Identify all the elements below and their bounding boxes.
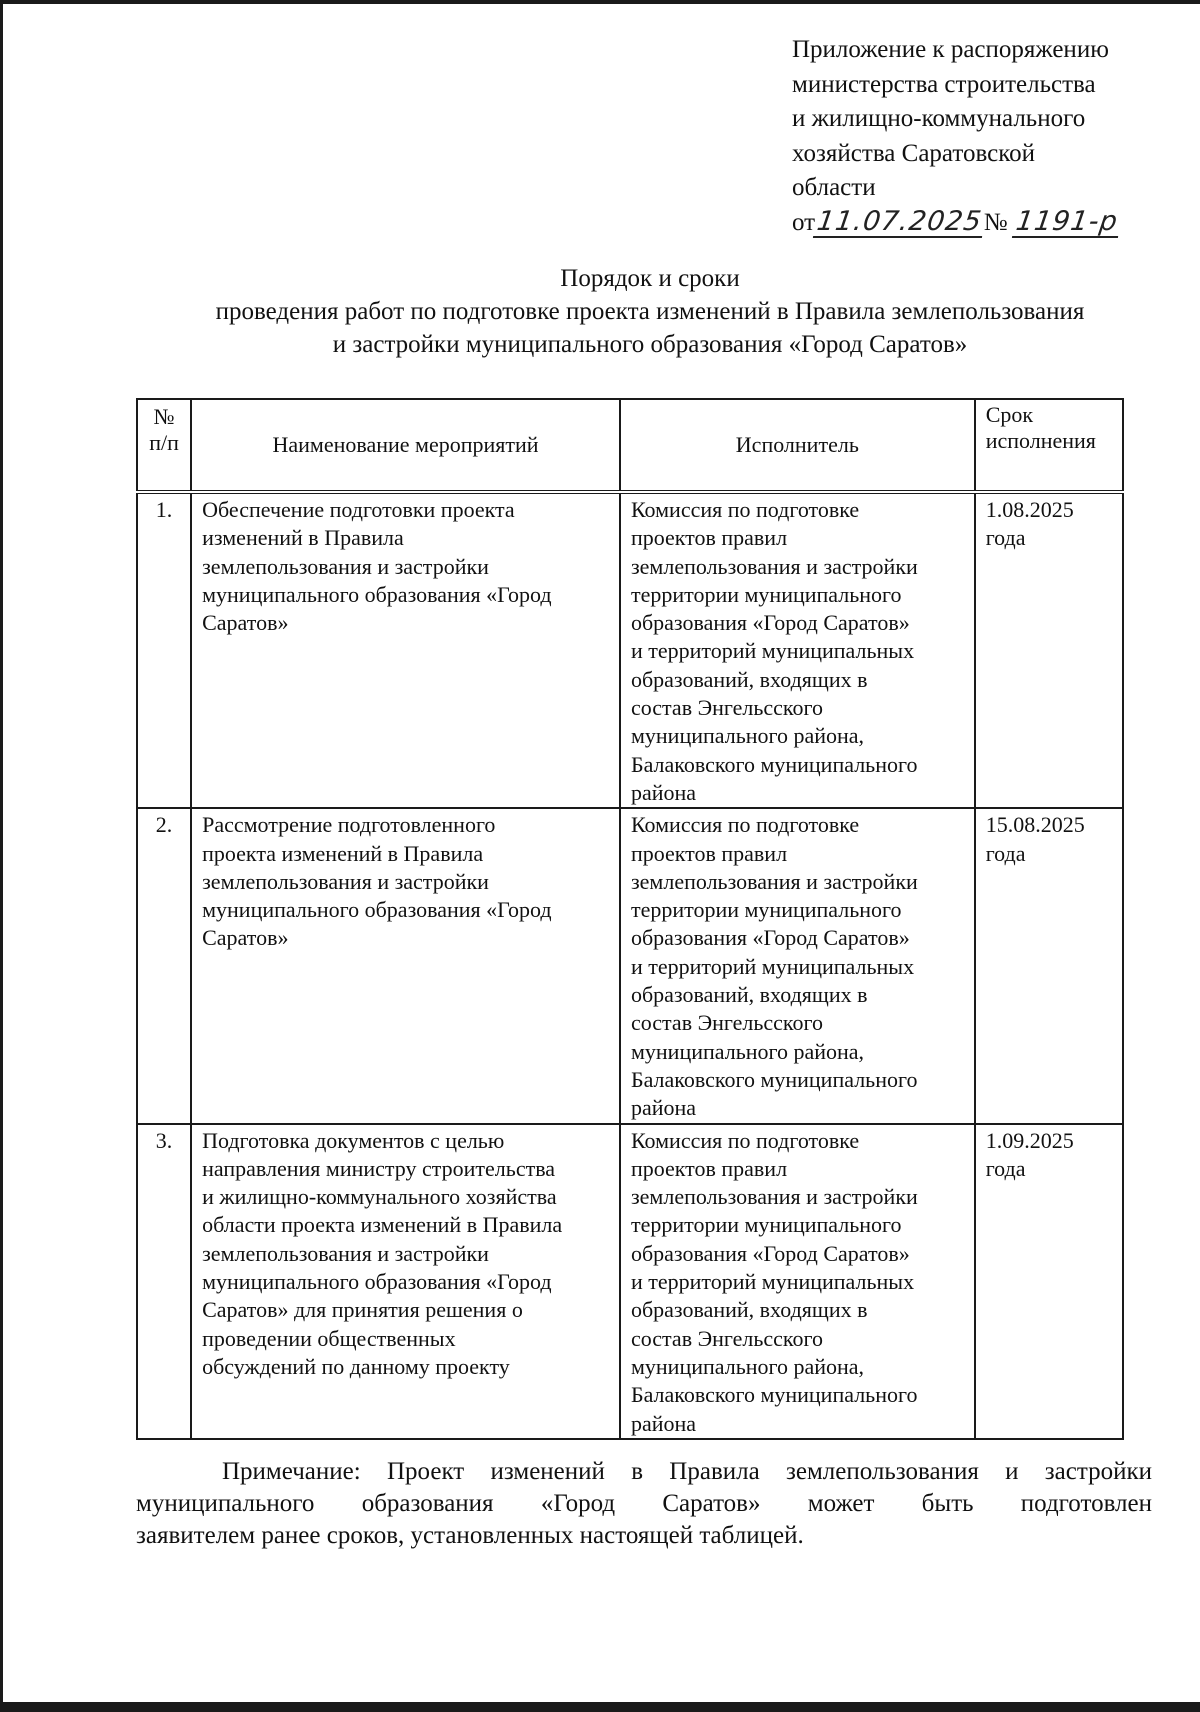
title-line-3: и застройки муниципального образования «Город Саратов» <box>332 331 968 358</box>
note-line-2: муниципального образования «Город Саратов» может быть подготовлен <box>136 1490 1152 1517</box>
note-paragraph <box>136 1456 1152 1552</box>
header-executor: Исполнитель <box>620 399 975 492</box>
appendix-line: и жилищно-коммунального <box>792 105 1086 132</box>
term-suffix: года <box>985 840 1026 866</box>
term-suffix: года <box>985 1155 1026 1181</box>
name-line: обсуждений по данному проекту <box>202 1353 510 1379</box>
handwritten-date: 11.07.2025 <box>813 208 986 238</box>
executor-line: Комиссия по подготовке <box>630 812 860 838</box>
executor-line: территории муниципального <box>630 897 902 923</box>
executor-line: и территорий муниципальных <box>630 638 915 664</box>
executor-line: образований, входящих в <box>630 982 868 1008</box>
executor-line: и территорий муниципальных <box>630 1269 915 1295</box>
name-line: и жилищно-коммунального хозяйства <box>202 1184 557 1210</box>
name-line: муниципального образования «Город <box>202 897 552 923</box>
name-line: направления министру строительства <box>202 1155 556 1181</box>
executor-line: и территорий муниципальных <box>630 953 915 979</box>
executor-line: проектов правил <box>630 525 788 551</box>
executor-line: муниципального района, <box>630 723 865 749</box>
term-suffix: года <box>985 525 1026 551</box>
row-executor <box>620 808 975 1123</box>
executor-line: землепользования и застройки <box>630 1184 918 1210</box>
header-num <box>137 399 191 492</box>
term-date: 15.08.2025 <box>985 812 1085 838</box>
name-line: муниципального образования «Город <box>202 581 552 607</box>
executor-line: образований, входящих в <box>630 666 868 692</box>
row-executor <box>620 492 975 808</box>
number-label: № <box>983 208 1008 236</box>
executor-line: образования «Город Саратов» <box>630 610 910 636</box>
executor-line: Комиссия по подготовке <box>630 497 860 522</box>
executor-line: муниципального района, <box>630 1353 865 1379</box>
executor-line: образования «Город Саратов» <box>630 925 910 951</box>
executor-line: проектов правил <box>630 1155 788 1181</box>
executor-line: образований, входящих в <box>630 1297 868 1323</box>
scan-edge-left <box>0 0 3 1712</box>
note-line-1: Примечание: Проект изменений в Правила землепользования и застройки <box>222 1458 1152 1485</box>
name-line: землепользования и застройки <box>202 1240 489 1266</box>
name-line: изменений в Правила <box>202 525 404 551</box>
document-title <box>100 262 1200 361</box>
executor-line: образования «Город Саратов» <box>630 1240 910 1266</box>
scan-edge-top <box>0 0 1200 4</box>
row-number: 1. <box>137 492 191 808</box>
name-line: Подготовка документов с целью <box>202 1127 505 1153</box>
name-line: Саратов» <box>202 925 289 951</box>
row-name <box>191 1124 620 1439</box>
row-number: 3. <box>137 1124 191 1439</box>
title-line-2: проведения работ по подготовке проекта изменений в Правила землепользования <box>215 298 1085 325</box>
executor-line: землепользования и застройки <box>630 868 918 894</box>
executor-line: района <box>630 1095 697 1121</box>
executor-line: муниципального района, <box>630 1038 865 1064</box>
name-line: Обеспечение подготовки проекта <box>202 497 515 522</box>
appendix-line: хозяйства Саратовской <box>792 139 1035 167</box>
scan-edge-bottom <box>0 1702 1200 1712</box>
term-date: 1.09.2025 <box>985 1127 1074 1153</box>
table-row <box>137 492 1123 808</box>
executor-line: Балаковского муниципального <box>630 1382 918 1408</box>
table-row <box>137 1124 1123 1439</box>
row-number: 2. <box>137 808 191 1123</box>
name-line: Рассмотрение подготовленного <box>202 812 496 838</box>
header-term-line: исполнения <box>985 428 1096 453</box>
header-num-line: № <box>153 404 175 429</box>
schedule-table <box>136 398 1124 1440</box>
title-line-1: Порядок и сроки <box>560 265 740 292</box>
name-line: области проекта изменений в Правила <box>202 1212 563 1238</box>
row-term <box>975 492 1123 808</box>
executor-line: территории муниципального <box>630 1212 902 1238</box>
executor-line: территории муниципального <box>630 581 902 607</box>
header-name: Наименование мероприятий <box>191 399 620 492</box>
executor-line: состав Энгельсского <box>630 1325 823 1351</box>
executor-line: Балаковского муниципального <box>630 751 918 777</box>
executor-line: землепользования и застройки <box>630 553 918 579</box>
executor-line: Комиссия по подготовке <box>630 1127 860 1153</box>
note-line-3: заявителем ранее сроков, установленных настоящей таблицей. <box>136 1522 804 1549</box>
executor-line: Балаковского муниципального <box>630 1066 918 1092</box>
name-line: муниципального образования «Город <box>202 1269 552 1295</box>
name-line: землепользования и застройки <box>202 553 489 579</box>
name-line: проекта изменений в Правила <box>202 840 484 866</box>
row-term <box>975 808 1123 1123</box>
date-prefix: от <box>792 208 816 236</box>
handwritten-number: 1191-р <box>1012 208 1122 238</box>
appendix-date-line <box>792 206 1172 246</box>
row-executor <box>620 1124 975 1439</box>
name-line: проведении общественных <box>202 1325 456 1351</box>
appendix-line: области <box>792 174 876 201</box>
table-row <box>137 808 1123 1123</box>
appendix-line: министерства строительства <box>792 70 1096 98</box>
header-num-line: п/п <box>149 430 179 455</box>
executor-line: района <box>630 1410 697 1436</box>
header-term-line: Срок <box>985 402 1034 427</box>
executor-line: проектов правил <box>630 840 788 866</box>
term-date: 1.08.2025 <box>985 497 1074 522</box>
header-term <box>975 399 1123 492</box>
appendix-line: Приложение к распоряжению <box>792 36 1109 63</box>
name-line: землепользования и застройки <box>202 868 489 894</box>
executor-line: района <box>630 779 697 805</box>
executor-line: состав Энгельсского <box>630 1010 823 1036</box>
row-name <box>191 808 620 1123</box>
row-term <box>975 1124 1123 1439</box>
appendix-header <box>792 33 1172 246</box>
row-name <box>191 492 620 808</box>
table-header-row <box>137 399 1123 492</box>
name-line: Саратов» <box>202 610 289 636</box>
executor-line: состав Энгельсского <box>630 695 823 721</box>
name-line: Саратов» для принятия решения о <box>202 1297 523 1323</box>
